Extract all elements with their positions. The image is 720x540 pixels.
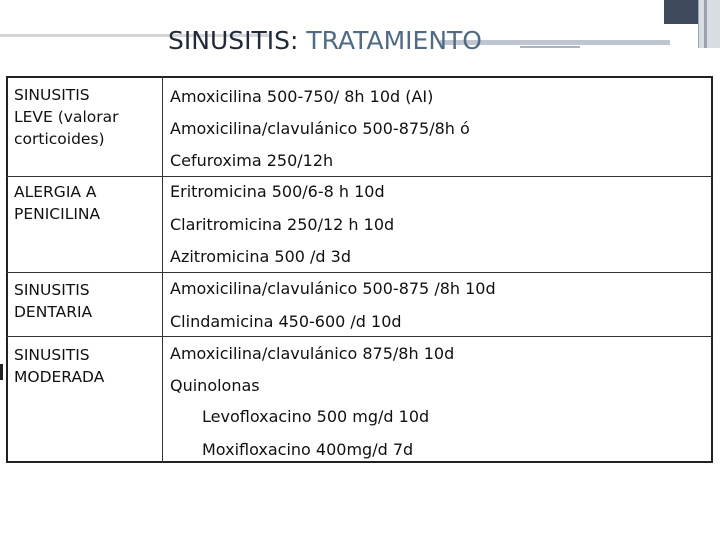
condition-line: SINUSITIS bbox=[14, 281, 90, 299]
slide-title bbox=[0, 26, 650, 56]
treatment-line: Claritromicina 250/12 h 10d bbox=[170, 215, 395, 234]
row-divider bbox=[6, 272, 713, 273]
treatment-line: Amoxicilina/clavulánico 500-875/8h ó bbox=[170, 119, 470, 138]
condition-line: LEVE (valorar bbox=[14, 108, 119, 126]
treatment-subline: Levofloxacino 500 mg/d 10d bbox=[202, 407, 430, 426]
condition-line: DENTARIA bbox=[14, 303, 93, 321]
row-divider bbox=[6, 336, 713, 337]
condition-line: PENICILINA bbox=[14, 205, 101, 223]
slide-title-accent: TRATAMIENTO bbox=[306, 26, 482, 55]
condition-cell bbox=[14, 344, 160, 388]
treatment-line: Eritromicina 500/6-8 h 10d bbox=[170, 182, 385, 201]
condition-line: SINUSITIS bbox=[14, 86, 90, 104]
condition-line: SINUSITIS bbox=[14, 346, 90, 364]
treatment-line: Cefuroxima 250/12h bbox=[170, 151, 334, 170]
row-divider bbox=[6, 176, 713, 177]
header-decor-block bbox=[698, 0, 720, 48]
treatment-line: Amoxicilina 500-750/ 8h 10d (AI) bbox=[170, 87, 434, 106]
treatment-line: Azitromicina 500 /d 3d bbox=[170, 247, 351, 266]
treatment-line: Amoxicilina/clavulánico 500-875 /8h 10d bbox=[170, 279, 496, 298]
header-decor-block bbox=[664, 0, 698, 24]
treatment-line: Quinolonas bbox=[170, 376, 260, 395]
condition-cell bbox=[14, 84, 160, 150]
edge-mark bbox=[0, 364, 3, 380]
header-decor-block bbox=[704, 0, 707, 48]
slide-title-main: SINUSITIS: bbox=[168, 26, 307, 55]
treatment-subline: Moxifloxacino 400mg/d 7d bbox=[202, 440, 414, 459]
condition-line: corticoides) bbox=[14, 130, 105, 148]
condition-cell bbox=[14, 279, 160, 323]
treatment-line: Amoxicilina/clavulánico 875/8h 10d bbox=[170, 344, 455, 363]
condition-line: MODERADA bbox=[14, 368, 105, 386]
treatment-line: Clindamicina 450-600 /d 10d bbox=[170, 312, 402, 331]
column-divider bbox=[162, 76, 163, 463]
condition-cell bbox=[14, 181, 160, 225]
condition-line: ALERGIA A bbox=[14, 183, 97, 201]
